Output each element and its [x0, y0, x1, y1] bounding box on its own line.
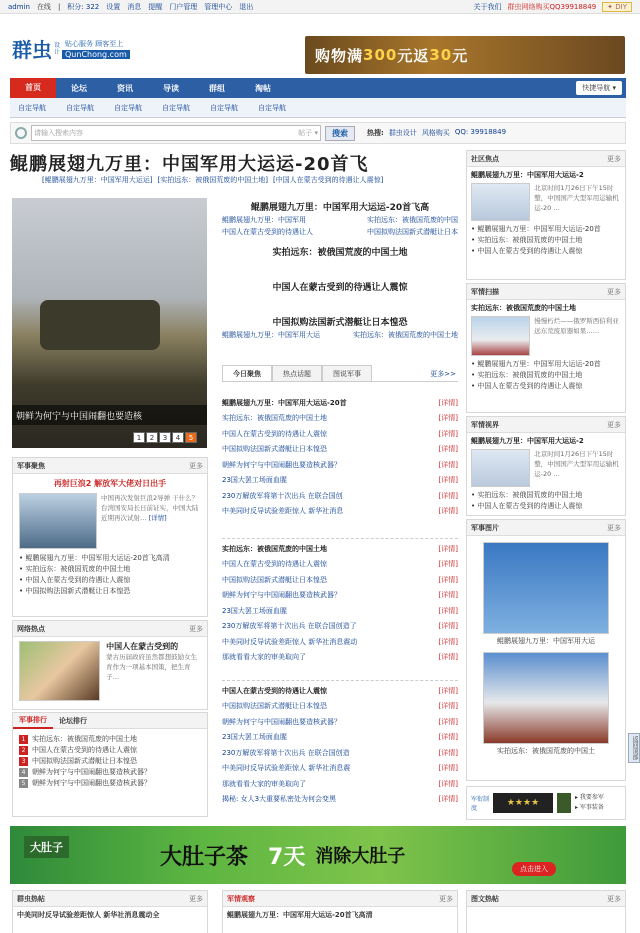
logo-vertical: 设计 — [54, 41, 61, 56]
featured-news — [222, 200, 458, 348]
detail-link[interactable]: [详情] — [438, 733, 458, 742]
slide-page[interactable]: 4 — [172, 432, 184, 443]
subnav-item[interactable]: 自定导航 — [66, 103, 94, 112]
search-button[interactable]: 搜索 — [325, 126, 355, 141]
news-list-2 — [222, 538, 458, 665]
photo-caption[interactable]: 鲲鹏展翅九万里：中国军用大运 — [497, 637, 595, 645]
slide-page[interactable]: 1 — [133, 432, 145, 443]
main-nav — [10, 78, 626, 98]
news-list-3 — [222, 680, 458, 807]
tank-illustration — [40, 300, 160, 350]
messages-link[interactable]: 消息 — [127, 2, 142, 11]
list-item[interactable]: 鲲鹏展翅九万里：中国军用大运运-20首飞高清 — [227, 911, 373, 919]
list-item[interactable] — [222, 541, 458, 557]
rank-label[interactable]: 军衔制度 — [471, 796, 490, 812]
list-item-link[interactable]: 揭秘: 女人3大重要私密处为何会变黑 — [222, 795, 337, 804]
page-headline[interactable]: 鲲鹏展翅九万里：中国军用大运运-20首飞 — [10, 154, 369, 175]
scan-headline[interactable]: 实拍远东：被俄国荒废的中国土地 — [471, 304, 576, 312]
box-title: 网络热点 — [17, 624, 45, 633]
points-link[interactable]: 积分: 322 — [67, 2, 100, 11]
hot-searches: 热搜: 群虫设计 风格购买 QQ: 39918849 — [367, 128, 507, 137]
aircraft-photo[interactable] — [483, 542, 609, 634]
bottom-banner-ad[interactable] — [10, 826, 626, 884]
nav-home[interactable]: 首页 — [10, 78, 56, 98]
list-item[interactable] — [222, 761, 458, 777]
tab-picture-military[interactable]: 图说军事 — [322, 365, 372, 381]
detail-link[interactable]: [详情] — [438, 795, 458, 804]
search-scope-select[interactable]: 帖子 ▾ — [298, 129, 318, 137]
scan-summary: 慢慢朽烂——俄罗斯西伯利亚远东荒废原器如果…… — [534, 317, 619, 335]
slide-page[interactable]: 5 — [185, 432, 197, 443]
search-input[interactable]: 请输入搜索内容 帖子 ▾ — [31, 125, 321, 141]
settings-link[interactable]: 设置 — [106, 2, 121, 11]
list-item-link[interactable]: 实拍远东：被俄国荒废的中国土地 — [222, 544, 327, 553]
headline-links — [42, 175, 383, 185]
hotspot-summary: 蒙古历届政府虽然都想鼓励女生育作为一项基本国策，把生育子… — [106, 653, 198, 681]
more-link[interactable]: 更多 — [607, 523, 621, 532]
detail-link[interactable]: [详情] — [438, 507, 458, 516]
more-link[interactable]: 更多 — [607, 420, 621, 429]
slideshow-caption[interactable]: 朝鲜为何宁与中国闹翻也要造核 — [12, 405, 207, 425]
list-item[interactable] — [222, 714, 458, 730]
featured-link[interactable]: 中国拟购法国新式潜艇让日本 — [367, 228, 458, 236]
list-item[interactable]: • 中国人在蒙古受到的待遇让人震惊 — [19, 576, 131, 584]
aircraft-thumbnail[interactable] — [471, 449, 530, 487]
box-title: 军情扫描 — [471, 287, 499, 296]
list-item[interactable] — [222, 683, 458, 699]
detail-link[interactable]: [详情] — [438, 460, 458, 469]
detail-link[interactable]: [详情] — [438, 591, 458, 600]
list-item[interactable] — [222, 504, 458, 520]
list-item-link[interactable]: 鲲鹏展翅九万里：中国军用大运运-20首 — [222, 398, 347, 407]
list-item[interactable]: • 鲲鹏展翅九万里：中国军用大运运-20首飞高清 — [19, 554, 170, 562]
ranking-item[interactable]: 2 中国人在蒙古受到的待遇让人震惊 — [19, 745, 201, 756]
featured-title[interactable]: 中国拟购法国新式潜艇让日本惶恐 — [272, 318, 408, 328]
more-link[interactable]: 更多 — [607, 894, 621, 903]
list-item-link[interactable]: 中国拟购法国新式潜艇让日本惶恐 — [222, 702, 327, 711]
list-item-link[interactable]: 230万解放军将第十次出兵 在联合国创造了 — [222, 622, 357, 631]
more-link[interactable]: 更多 — [189, 624, 203, 633]
rank-number: 3 — [19, 757, 28, 766]
list-item[interactable]: 中美同时反导试验差距惊人 新华社消息震动全 — [17, 911, 160, 919]
list-item[interactable] — [222, 572, 458, 588]
tab-hot-topics[interactable]: 热点话题 — [272, 365, 322, 381]
hotspot-headline[interactable]: 中国人在蒙古受到的 — [106, 642, 179, 651]
list-item[interactable]: • 鲲鹏展翅九万里：中国军用大运运-20首 — [471, 225, 601, 233]
detail-link[interactable]: [详情] — [438, 779, 458, 788]
list-item-link[interactable]: 中国人在蒙古受到的待遇让人震惊 — [222, 686, 327, 695]
headline-link[interactable]: [鲲鹏展翅九万里：中国军用大运运] — [42, 176, 153, 184]
vision-headline[interactable]: 鲲鹏展翅九万里：中国军用大运运-2 — [471, 437, 584, 445]
purchase-link[interactable]: 群虫网络购买QQ39918849 — [507, 2, 597, 11]
list-item[interactable]: • 中国人在蒙古受到的待遇让人震惊 — [471, 247, 583, 255]
about-link[interactable]: 关于我们 — [473, 2, 502, 11]
list-item[interactable] — [222, 473, 458, 489]
list-item[interactable] — [222, 488, 458, 504]
list-item-link[interactable]: 实拍远东：被俄国荒废的中国土地 — [222, 414, 327, 423]
ad-text: 大肚子茶 — [160, 844, 249, 870]
photo-caption[interactable]: 实拍远东：被俄国荒废的中国土 — [497, 747, 595, 755]
detail-link[interactable]: [详情] — [438, 429, 458, 438]
list-item-link[interactable]: 中国拟购法国新式潜艇让日本惶恐 — [222, 575, 327, 584]
logout-link[interactable]: 退出 — [239, 2, 254, 11]
ranking-item[interactable]: 3 中国拟购法国新式潜艇让日本惶恐 — [19, 756, 201, 767]
list-item[interactable] — [222, 699, 458, 715]
nav-groups[interactable]: 群组 — [209, 83, 225, 93]
list-item[interactable]: • 中国拟购法国新式潜艇让日本惶恐 — [19, 587, 131, 595]
tab-military-ranking[interactable]: 军事排行 — [13, 713, 53, 729]
list-item[interactable] — [222, 557, 458, 573]
nav-guide[interactable]: 导读 — [163, 83, 179, 93]
list-item-link[interactable]: 朝鲜为何宁与中国闹翻也要造核武器？ — [222, 717, 341, 726]
portal-admin-link[interactable]: 门户管理 — [169, 2, 198, 11]
subnav-item[interactable]: 自定导航 — [210, 103, 238, 112]
community-focus-box — [466, 150, 626, 280]
hot-search-link[interactable]: 群虫设计 — [388, 129, 417, 137]
more-link[interactable]: 更多 — [607, 154, 621, 163]
list-item-link[interactable]: 230万解放军将第十次出兵 在联合国创 — [222, 491, 343, 500]
featured-link[interactable]: 鲲鹏展翅九万里：中国军用大运 — [222, 331, 320, 339]
box-title: 军事图片 — [471, 523, 499, 532]
list-item-link[interactable]: 那就看看大家的审美取向了 — [222, 779, 306, 788]
detail-link[interactable]: [详情] — [438, 653, 458, 662]
ad-text: 消除大肚子 — [315, 846, 406, 867]
box-title: 军事聚焦 — [17, 461, 45, 470]
list-item[interactable] — [222, 588, 458, 604]
list-item[interactable]: • 中国人在蒙古受到的待遇让人震惊 — [471, 382, 583, 390]
list-item[interactable]: • 实拍远东：被俄国荒废的中国土地 — [471, 236, 583, 244]
photo-posts-box — [466, 890, 626, 933]
box-title: 军情视界 — [471, 420, 499, 429]
tab-forum-ranking[interactable]: 论坛排行 — [59, 716, 87, 725]
list-item-link[interactable]: 那就看看大家的审美取向了 — [222, 653, 306, 662]
military-summary: 中国再次发射巨浪2导弹 干什么？ 台湾国安局长日前证实，中国大陆近期再次试射… — [101, 494, 199, 522]
list-item-link[interactable]: 23国大罢工场面血腥 — [222, 476, 287, 485]
slide-page[interactable]: 2 — [146, 432, 158, 443]
online-status: 在线 — [36, 2, 51, 11]
tab-today-focus[interactable]: 今日聚焦 — [222, 365, 272, 381]
list-item[interactable] — [222, 411, 458, 427]
detail-link[interactable]: [详情] — [438, 491, 458, 500]
header — [0, 14, 640, 65]
list-item[interactable] — [222, 776, 458, 792]
rank-insignia-icon: ★★★★ — [493, 793, 553, 813]
featured-link[interactable]: 实拍远东：被俄国荒废的中国 — [367, 216, 458, 224]
detail-link[interactable]: [详情] — [438, 637, 458, 646]
news-tabs — [222, 365, 458, 382]
list-item[interactable] — [222, 395, 458, 411]
list-item-link[interactable]: 中美同时反导试验差距惊人 新华社消息震 — [222, 764, 351, 773]
detail-link[interactable]: [详情] — [438, 622, 458, 631]
detail-link[interactable]: [详情] — [438, 398, 458, 407]
search-bar — [10, 122, 626, 144]
list-item-link[interactable]: 中国人在蒙古受到的待遇让人震惊 — [222, 429, 327, 438]
nav-news[interactable]: 资讯 — [117, 83, 133, 93]
community-summary: 北京时间1月26日下午15时整，中国国产大型军用运输机运-20 … — [534, 184, 619, 212]
list-item[interactable] — [222, 619, 458, 635]
site-logo[interactable] — [12, 34, 130, 63]
list-item[interactable]: • 实拍远东：被俄国荒废的中国土地 — [19, 565, 131, 573]
slideshow-pager — [133, 432, 197, 443]
more-link[interactable]: 更多 — [439, 894, 453, 903]
epaulette-icon — [557, 793, 571, 813]
reminders-link[interactable]: 提醒 — [148, 2, 163, 11]
list-item[interactable] — [222, 457, 458, 473]
top-banner-ad[interactable]: 购物满 300 元返 30 元 — [305, 36, 625, 74]
list-item[interactable] — [222, 426, 458, 442]
headline-link[interactable]: [中国人在蒙古受到的待遇让人震惊] — [272, 176, 384, 184]
building-photo[interactable] — [483, 652, 609, 744]
scan-box — [466, 283, 626, 413]
rank-system-box — [466, 786, 626, 820]
list-item-link[interactable]: 朝鲜为何宁与中国闹翻也要造核武器？ — [222, 591, 341, 600]
list-item[interactable] — [222, 792, 458, 808]
logo-slogan: 贴心服务 顾客至上 — [65, 39, 124, 48]
ad-brand: 大肚子 — [24, 836, 69, 858]
detail-link[interactable]: [详情] — [438, 606, 458, 615]
detail-link[interactable]: [详情] — [438, 560, 458, 569]
vision-summary: 北京时间1月26日下午15时整，中国国产大型军用运输机运-20 … — [534, 450, 619, 478]
box-title: 军情观察 — [227, 894, 255, 903]
join-army-link[interactable]: ▸ 我要参军 — [575, 794, 604, 801]
featured-link[interactable]: 实拍远东：被俄国荒废的中国土地 — [353, 331, 458, 339]
logo-text: 群虫 — [12, 38, 52, 62]
hot-search-link[interactable]: 风格购买 — [421, 129, 450, 137]
list-item[interactable] — [222, 745, 458, 761]
military-focus-box — [12, 457, 208, 617]
missile-thumbnail[interactable] — [19, 493, 97, 549]
search-icon — [15, 127, 27, 139]
list-item-link[interactable]: 中国人在蒙古受到的待遇让人震惊 — [222, 560, 327, 569]
featured-link[interactable]: 中国人在蒙古受到的待遇让人 — [222, 228, 313, 236]
diy-button[interactable]: ✦ DIY — [602, 2, 632, 12]
admin-center-link[interactable]: 管理中心 — [204, 2, 233, 11]
ad-enter-button[interactable]: 点击进入 — [512, 862, 556, 876]
slide-page[interactable]: 3 — [159, 432, 171, 443]
list-item[interactable] — [222, 442, 458, 458]
ranking-box — [12, 712, 208, 817]
list-item[interactable]: • 实拍远东：被俄国荒废的中国土地 — [471, 491, 583, 499]
aircraft-thumbnail[interactable] — [471, 183, 530, 221]
box-title: 群虫热帖 — [17, 894, 45, 903]
featured-title[interactable]: 实拍远东：被俄国荒废的中国土地 — [272, 248, 408, 258]
equipment-link[interactable]: ▸ 军事装备 — [575, 804, 604, 811]
detail-link[interactable]: [详情] — [148, 514, 167, 522]
subnav-item[interactable]: 自定导航 — [258, 103, 286, 112]
list-item-link[interactable]: 中国拟购法国新式潜艇让日本惶恐 — [222, 445, 327, 454]
detail-link[interactable]: [详情] — [438, 686, 458, 695]
hot-search-link[interactable]: QQ: 39918849 — [454, 128, 507, 136]
rank-number: 1 — [19, 735, 28, 744]
tabs-more-link[interactable]: 更多>> — [430, 370, 456, 378]
list-item-link[interactable]: 中美同时反导试验差距惊人 新华社消息 — [222, 507, 344, 516]
detail-link[interactable]: [详情] — [438, 476, 458, 485]
hotspot-thumbnail[interactable] — [19, 641, 100, 701]
featured-title[interactable]: 鲲鹏展翅九万里：中国军用大运运-20首飞高 — [250, 203, 430, 213]
vision-box — [466, 416, 626, 516]
ranking-item[interactable]: 5 朝鲜为何宁与中国闹翻也要造核武器？ — [19, 778, 201, 789]
box-title: 社区焦点 — [471, 154, 499, 163]
featured-title[interactable]: 中国人在蒙古受到的待遇让人震惊 — [272, 283, 408, 293]
detail-link[interactable]: [详情] — [438, 575, 458, 584]
back-to-top-tab[interactable]: 返回顶部 — [628, 733, 640, 763]
list-item[interactable] — [222, 730, 458, 746]
list-item[interactable] — [222, 634, 458, 650]
ranking-item[interactable]: 4 朝鲜为何宁与中国闹翻也要造核武器？ — [19, 767, 201, 778]
detail-link[interactable]: [详情] — [438, 702, 458, 711]
nav-forum[interactable]: 论坛 — [71, 83, 87, 93]
list-item-link[interactable]: 23国大罢工场面血腥 — [222, 733, 287, 742]
hot-posts-box — [12, 890, 208, 933]
subnav-item[interactable]: 自定导航 — [114, 103, 142, 112]
list-item-link[interactable]: 朝鲜为何宁与中国闹翻也要造核武器？ — [222, 460, 341, 469]
list-item[interactable]: • 中国人在蒙古受到的待遇让人震惊 — [471, 502, 583, 510]
list-item-link[interactable]: 230万解放军将第十次出兵 在联合国创造 — [222, 748, 350, 757]
subnav-item[interactable]: 自定导航 — [18, 103, 46, 112]
list-item[interactable]: • 实拍远东：被俄国荒废的中国土地 — [471, 371, 583, 379]
rank-number: 4 — [19, 768, 28, 777]
building-thumbnail[interactable] — [471, 316, 530, 356]
list-item[interactable] — [222, 603, 458, 619]
ranking-list — [13, 729, 207, 794]
list-item-link[interactable]: 23国大罢工场面血腥 — [222, 606, 287, 615]
ad-text: 7天 — [268, 844, 306, 870]
username-link[interactable]: admin — [8, 2, 30, 11]
box-title: 图文热帖 — [471, 894, 499, 903]
rank-number: 5 — [19, 779, 28, 788]
hotspot-box — [12, 620, 208, 710]
detail-link[interactable]: [详情] — [438, 544, 458, 553]
news-list-1 — [222, 395, 458, 519]
headline-link[interactable]: [实拍远东：被俄国荒废的中国土地] — [157, 176, 268, 184]
detail-link[interactable]: [详情] — [438, 748, 458, 757]
list-item-link[interactable]: 中美同时反导试验差距惊人 新华社消息震动 — [222, 637, 358, 646]
nav-collections[interactable]: 淘帖 — [255, 83, 271, 93]
detail-link[interactable]: [详情] — [438, 717, 458, 726]
list-item[interactable]: • 鲲鹏展翅九万里：中国军用大运运-20首 — [471, 360, 601, 368]
logo-domain: QunChong.com — [62, 50, 130, 59]
detail-link[interactable]: [详情] — [438, 764, 458, 773]
community-headline[interactable]: 鲲鹏展翅九万里：中国军用大运运-2 — [471, 171, 584, 179]
featured-link[interactable]: 鲲鹏展翅九万里：中国军用 — [222, 216, 306, 224]
military-watch-box — [222, 890, 458, 933]
subnav-item[interactable]: 自定导航 — [162, 103, 190, 112]
sub-nav — [10, 98, 626, 118]
detail-link[interactable]: [详情] — [438, 445, 458, 454]
detail-link[interactable]: [详情] — [438, 414, 458, 423]
more-link[interactable]: 更多 — [607, 287, 621, 296]
ranking-item[interactable]: 1 实拍远东：被俄国荒废的中国土地 — [19, 734, 201, 745]
list-item[interactable] — [222, 650, 458, 666]
quick-nav-button[interactable]: 快捷导航 ▾ — [576, 81, 622, 95]
military-pictures-box — [466, 519, 626, 781]
top-bar — [0, 0, 640, 14]
rank-number: 2 — [19, 746, 28, 755]
user-bar: admin 在线 | 积分: 322 设置 消息 提醒 门户管理 管理中心 退出 — [8, 2, 254, 11]
more-link[interactable]: 更多 — [189, 461, 203, 470]
military-headline[interactable]: 再射巨浪2 解放军大佬对日出手 — [53, 479, 167, 488]
more-link[interactable]: 更多 — [189, 894, 203, 903]
